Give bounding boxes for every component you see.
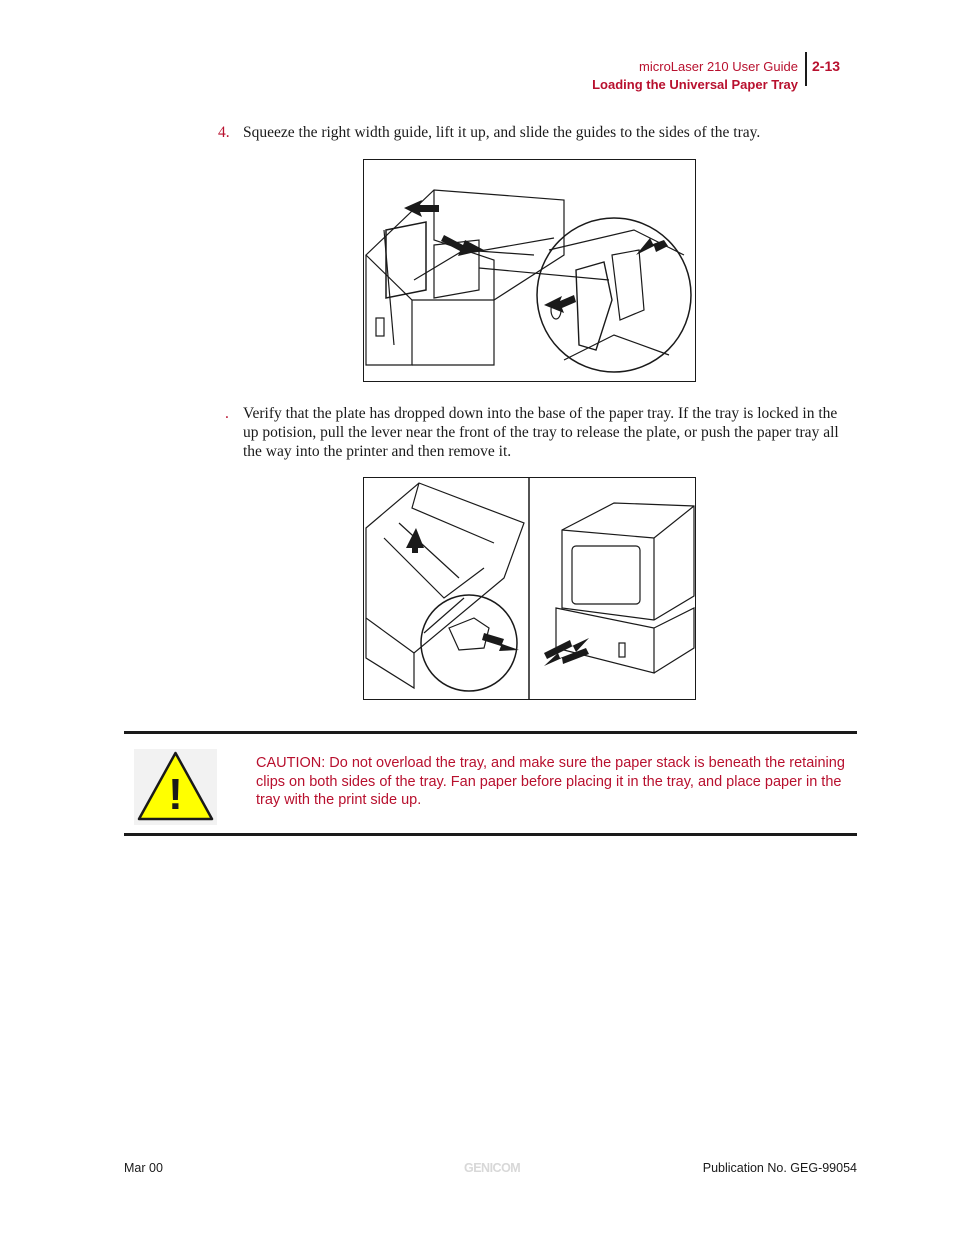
warning-exclamation: ! [168,770,183,819]
caution-text: CAUTION: Do not overload the tray, and make sure the paper stack is beneath the retaining clips on both sides of the tray. Fan paper before placing it in the tray, and place paper in the tray with the print side up. [256,755,845,808]
header-divider [805,52,807,86]
running-header [592,58,798,94]
tray-width-guide-illustration [364,160,695,381]
guide-title: microLaser 210 User Guide [639,59,798,74]
warning-triangle-icon [134,749,217,825]
footer-brand-logo: GENICOM [464,1161,521,1175]
page-number: 2-13 [812,58,841,74]
figure-plate-release [363,477,696,700]
footer-date: Mar 00 [124,1161,163,1175]
plate-release-illustration [364,478,695,699]
footer-publication: Publication No. GEG-99054 [702,1161,857,1175]
figure-width-guide [363,159,696,382]
step-text: Verify that the plate has dropped down into the base of the paper tray. If the tray is locked in the up potision, pull the lever near the front of the tray to release the plate, or push the paper tray all the way into the printer and then remove it. [243,405,839,460]
caution-bottom-rule [124,833,857,836]
step-number: 4. [218,124,230,141]
step-number: . [225,405,229,422]
step-text: Squeeze the right width guide, lift it up, and slide the guides to the sides of the tray. [243,124,761,141]
caution-top-rule [124,731,857,734]
section-title: Loading the Universal Paper Tray [592,77,798,92]
